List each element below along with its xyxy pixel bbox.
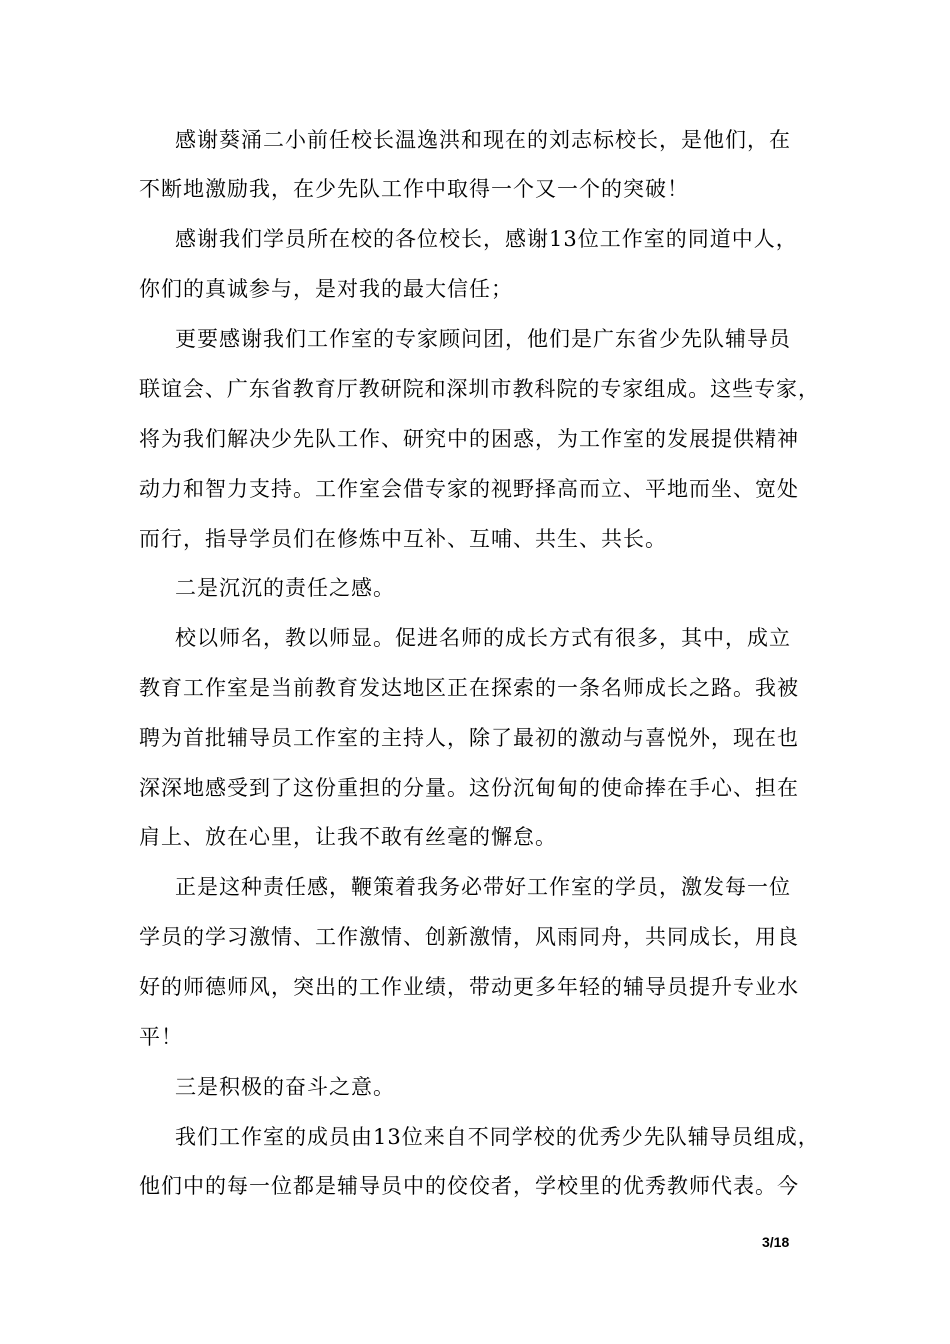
- text-line: 而行，指导学员们在修炼中互补、互哺、共生、共长。: [139, 527, 667, 551]
- text-line: 教育工作室是当前教育发达地区正在探索的一条名师成长之路。我被: [139, 676, 799, 700]
- text-line: 他们中的每一位都是辅导员中的佼佼者，学校里的优秀教师代表。今: [139, 1174, 799, 1198]
- text-line: 感谢我们学员所在校的各位校长，感谢13位工作室的同道中人，: [175, 227, 798, 251]
- text-line: 感谢葵涌二小前任校长温逸洪和现在的刘志标校长，是他们，在: [175, 128, 791, 152]
- text-line: 我们工作室的成员由13位来自不同学校的优秀少先队辅导员组成，: [175, 1125, 820, 1149]
- text-line: 肩上、放在心里，让我不敢有丝毫的懈怠。: [139, 825, 557, 849]
- text-line: 正是这种责任感，鞭策着我务必带好工作室的学员，激发每一位: [175, 875, 791, 899]
- text-line: 联谊会、广东省教育厅教研院和深圳市教科院的专家组成。这些专家，: [139, 377, 820, 401]
- section-heading: 二是沉沉的责任之感。: [175, 576, 395, 600]
- text-line: 学员的学习激情、工作激情、创新激情，风雨同舟，共同成长，用良: [139, 925, 799, 949]
- text-line: 好的师德师风，突出的工作业绩，带动更多年轻的辅导员提升专业水: [139, 975, 799, 999]
- text-line: 校以师名，教以师显。促进名师的成长方式有很多，其中，成立: [175, 626, 791, 650]
- text-line: 动力和智力支持。工作室会借专家的视野择高而立、平地而坐、宽处: [139, 477, 799, 501]
- text-line: 平！: [139, 1025, 183, 1049]
- text-line: 更要感谢我们工作室的专家顾问团，他们是广东省少先队辅导员: [175, 327, 791, 351]
- section-heading: 三是积极的奋斗之意。: [175, 1075, 395, 1099]
- text-line: 深深地感受到了这份重担的分量。这份沉甸甸的使命捧在手心、担在: [139, 776, 799, 800]
- text-line: 聘为首批辅导员工作室的主持人，除了最初的激动与喜悦外，现在也: [139, 726, 799, 750]
- page-number: 3/18: [762, 1234, 790, 1250]
- text-line: 你们的真诚参与，是对我的最大信任；: [139, 277, 513, 301]
- text-line: 不断地激励我，在少先队工作中取得一个又一个的突破！: [139, 177, 689, 201]
- text-line: 将为我们解决少先队工作、研究中的困惑，为工作室的发展提供精神: [139, 427, 799, 451]
